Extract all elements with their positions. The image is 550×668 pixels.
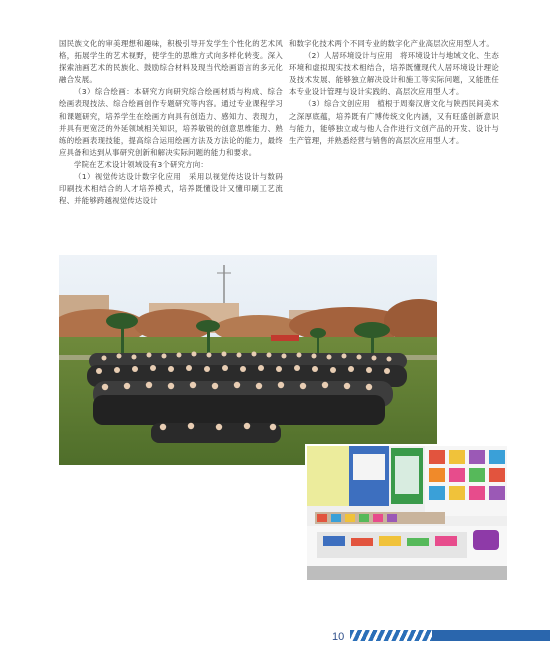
paragraph: 国民族文化的审美理想和趣味，积极引导开发学生个性化的艺术风格，拓展学生的艺术视野，使学生的思维方式向多样化转变。深入探索油画艺术的民族化、鼓励综合材料及现当代绘画语言的多元化融合发展。 xyxy=(59,39,283,85)
left-text-column xyxy=(59,38,283,207)
page-footer xyxy=(0,625,550,649)
decorative-stripes xyxy=(350,630,432,641)
paragraph: （3）综合绘画：本研究方向研究综合绘画材质与构成、综合绘画表现技法、综合绘画创作专题研究等内容。通过专业课程学习和课题研究，培养学生在绘画方向具有创造力、感知力、表现力，并具有更宽泛的外延领域相关知识，培养敏锐的创意思维能力、熟练的绘画表现技能，提高综合运用绘画方法及方法论的能力，最终应具备和达到从事研究创新和解决实际问题的能力和要求。 xyxy=(59,87,283,157)
footer-accent-bar xyxy=(432,630,550,641)
group-photo xyxy=(59,255,437,465)
paragraph: 和数字化技术两个不同专业的数字化产业高层次应用型人才。 xyxy=(289,39,494,48)
page-number: 10 xyxy=(332,631,345,643)
right-text-column xyxy=(289,38,499,147)
paragraph: （3）综合文创应用 植根于周秦汉唐文化与陕西民间美术之深厚底蕴，培养既有广博传统文化内涵，又有旺盛创新意识与能力，能够独立或与他人合作进行文创产品的开发、设计与生产管理，并熟悉经营与销售的高层次应用型人才。 xyxy=(289,99,499,145)
paragraph: （1）视觉传达设计数字化应用 采用以视觉传达设计与数码印刷技术相结合的人才培养模式，培养既懂设计又懂印刷工艺流程、并能够跨越视觉传达设计 xyxy=(59,172,283,206)
exhibition-photo xyxy=(305,444,509,582)
paragraph: （2）人居环境设计与应用 将环境设计与地域文化、生态环境和虚拟现实技术相结合，培养既懂现代人居环境设计理论及技术发展、能够独立解决设计和施工等实际问题，又能胜任本专业设计管理与设计实践的、高层次应用型人才。 xyxy=(289,51,499,97)
paragraph: 学院在艺术设计领域设有3个研究方向： xyxy=(74,159,208,169)
